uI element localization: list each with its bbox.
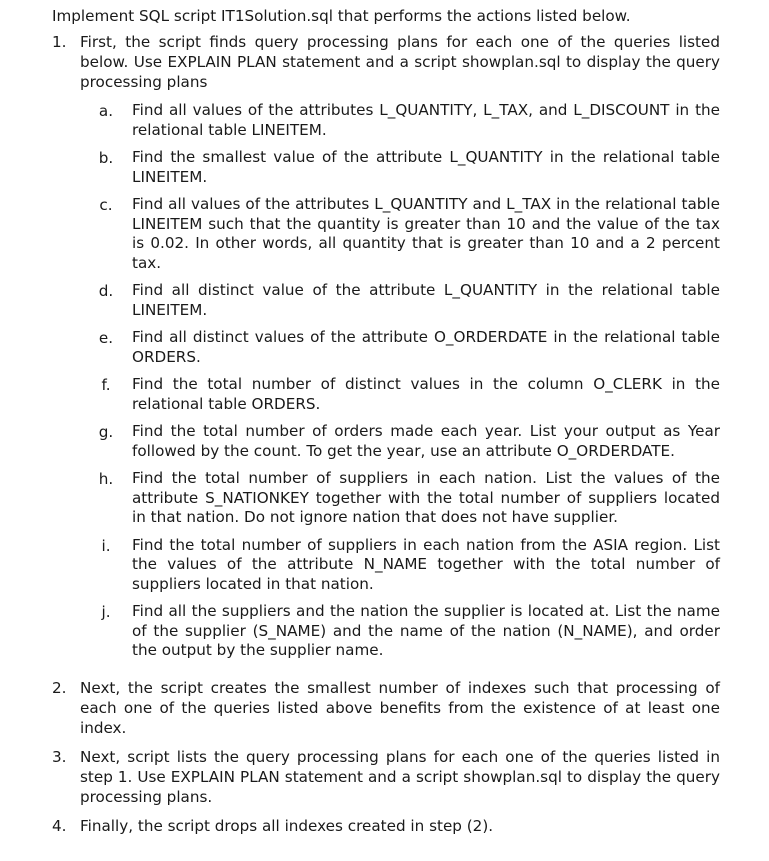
steps-list [52, 32, 720, 836]
step-1 [52, 32, 720, 669]
query-item-j [80, 602, 720, 661]
query-letter: j. [101, 603, 111, 621]
step-4 [52, 816, 720, 836]
query-item-g [80, 422, 720, 461]
query-text: Find the total number of distinct values in the column O_CLERK in the relational table ORDERS. [132, 375, 720, 413]
step-body [80, 747, 720, 807]
query-text: Find all the suppliers and the nation the supplier is located at. List the name of the supplier (S_NAME) and the name of the nation (N_NAME), and order the output by the supplier name. [132, 602, 720, 659]
query-text: Find the total number of suppliers in each nation from the ASIA region. List the values of the attribute N_NAME together with the total number of suppliers located in that nation. [132, 535, 720, 593]
step-body [80, 32, 720, 669]
query-item-f [80, 375, 720, 414]
step-text: Next, the script creates the smallest number of indexes such that processing of each one of the queries listed above benefits from the existence of at least one index. [80, 678, 720, 737]
step-body [80, 816, 720, 836]
query-item-e [80, 328, 720, 367]
query-text: Find all values of the attributes L_QUANTITY and L_TAX in the relational table LINEITEM such that the quantity is greater than 10 and the value of the tax is 0.02. In other words, all quantity that is greater than 10 and a 2 percent tax. [132, 195, 720, 272]
query-item-h [80, 469, 720, 528]
query-item-c [80, 195, 720, 273]
query-item-d [80, 281, 720, 320]
step-2 [52, 678, 720, 738]
step-body [80, 678, 720, 738]
query-text: Find all values of the attributes L_QUANTITY, L_TAX, and L_DISCOUNT in the relational table LINEITEM. [132, 101, 720, 139]
query-text: Find the total number of orders made each year. List your output as Year followed by the count. To get the year, use an attribute O_ORDERDATE. [132, 422, 720, 460]
query-letter: b. [98, 149, 114, 167]
step-3 [52, 747, 720, 807]
step-number: 3. [52, 747, 67, 766]
query-letter: h. [98, 470, 114, 488]
step-text: Next, script lists the query processing plans for each one of the queries listed in step 1. Use EXPLAIN PLAN statement and a script showplan.sql to display the query processing plans. [80, 747, 720, 806]
query-letter: g. [98, 423, 114, 441]
step-number: 2. [52, 678, 67, 697]
step-text: Finally, the script drops all indexes created in step (2). [80, 816, 494, 835]
intro-text: Implement SQL script IT1Solution.sql that performs the actions listed below. [52, 7, 631, 25]
query-letter: d. [98, 282, 114, 300]
query-letter: a. [98, 102, 114, 120]
query-letter: i. [101, 536, 111, 555]
query-item-i [80, 536, 720, 595]
query-letter: e. [98, 329, 114, 347]
query-text: Find the total number of suppliers in each nation. List the values of the attribute S_NATIONKEY together with the total number of suppliers located in that nation. Do not ignore nation that does not have supplier. [132, 469, 720, 526]
query-text: Find all distinct values of the attribute O_ORDERDATE in the relational table ORDERS. [132, 328, 720, 366]
assignment-document [52, 6, 720, 845]
step-number: 1. [52, 33, 67, 51]
query-text: Find the smallest value of the attribute L_QUANTITY in the relational table LINEITEM. [132, 148, 720, 186]
query-item-b [80, 148, 720, 187]
query-text: Find all distinct value of the attribute L_QUANTITY in the relational table LINEITEM. [132, 281, 720, 319]
query-item-a [80, 101, 720, 140]
step-number: 4. [52, 816, 67, 835]
query-list [80, 101, 720, 661]
query-letter: f. [101, 376, 111, 394]
step-text: First, the script finds query processing plans for each one of the queries listed below. Use EXPLAIN PLAN statement and a script showplan.sql to display the query processing plans [80, 33, 720, 91]
query-letter: c. [99, 196, 113, 214]
